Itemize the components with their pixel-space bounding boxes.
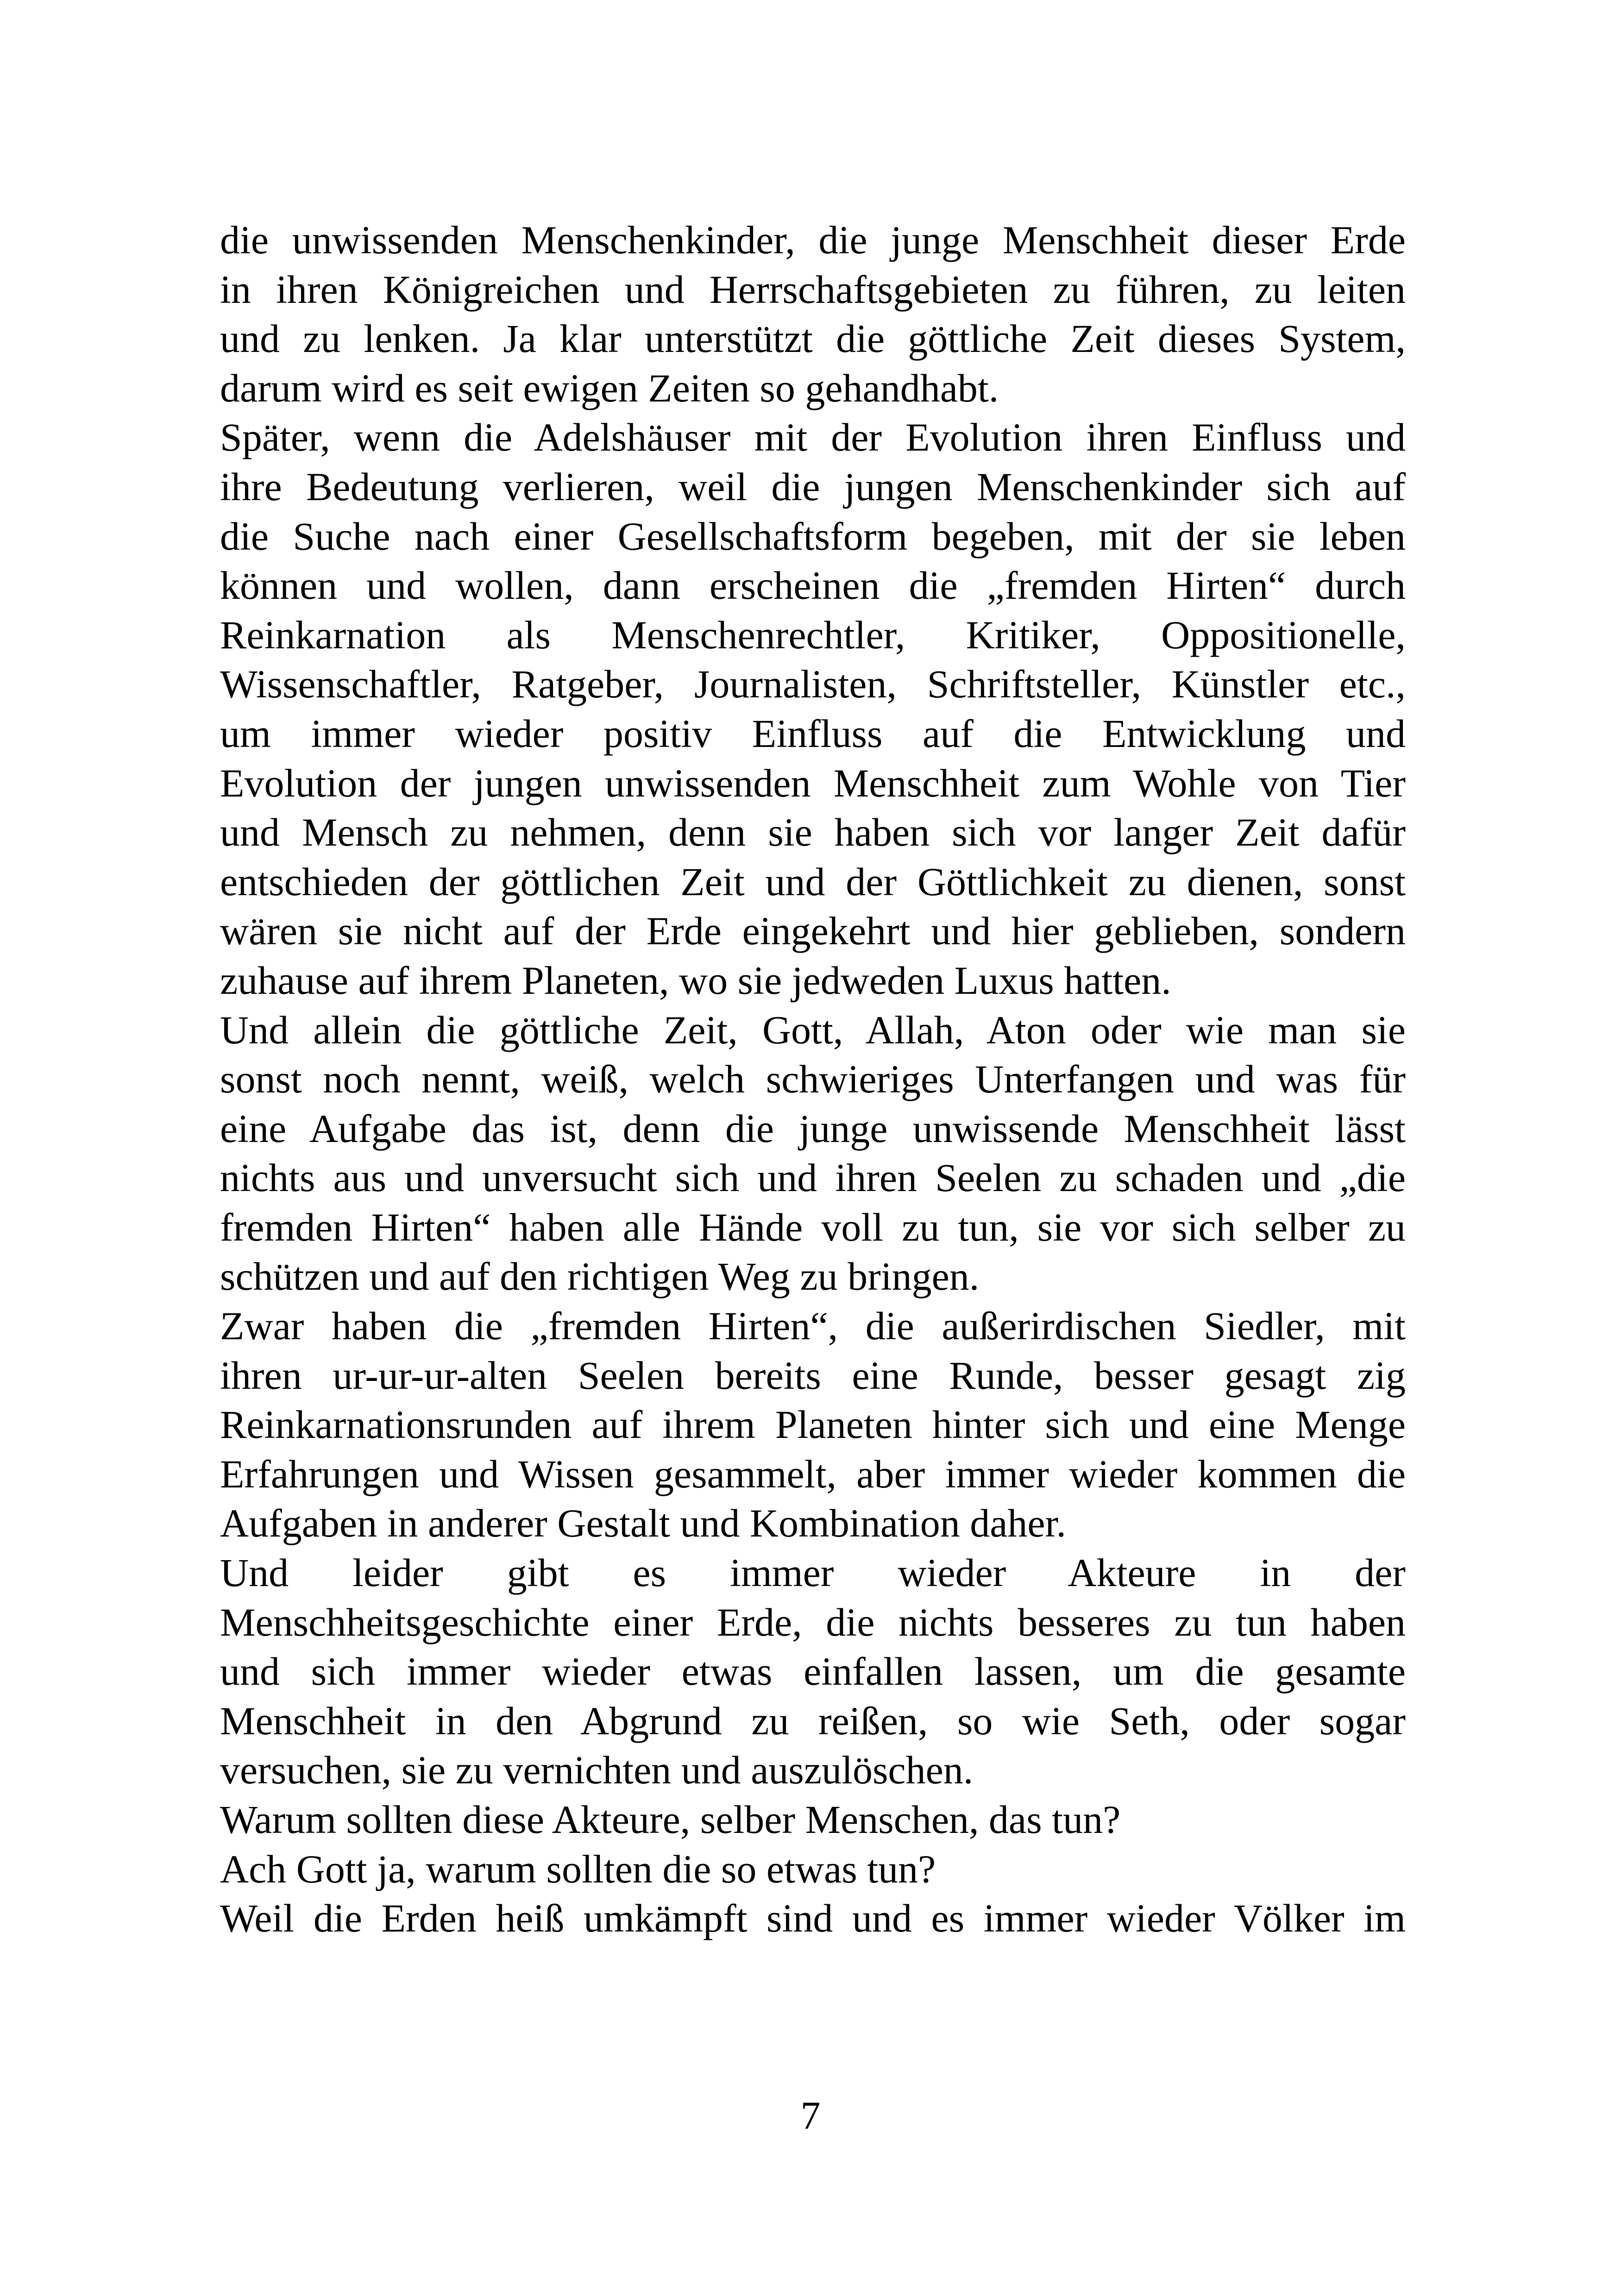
text-line-25: Reinkarnationsrunden auf ihrem Planeten hinter sich und eine Menge bbox=[220, 1402, 1406, 1447]
text-line-10: Wissenschaftler, Ratgeber, Journalisten, Schriftsteller, Künstler etc., bbox=[220, 662, 1406, 707]
text-line-5: Später, wenn die Adelshäuser mit der Evolution ihren Einfluss und bbox=[220, 415, 1406, 460]
text-line-14: entschieden der göttlichen Zeit und der Göttlichkeit zu dienen, sonst bbox=[220, 859, 1406, 904]
text-line-35: Weil die Erden heiß umkämpft sind und es immer wieder Völker im bbox=[220, 1896, 1406, 1941]
text-line-3: und zu lenken. Ja klar unterstützt die göttliche Zeit dieses System, bbox=[220, 316, 1406, 361]
text-line-12: Evolution der jungen unwissenden Menschheit zum Wohle von Tier bbox=[220, 760, 1406, 805]
text-line-27: Aufgaben in anderer Gestalt und Kombination daher. bbox=[220, 1501, 1066, 1546]
text-line-9: Reinkarnation als Menschenrechtler, Kritiker, Oppositionelle, bbox=[220, 612, 1406, 657]
text-line-34: Ach Gott ja, warum sollten die so etwas tun? bbox=[220, 1846, 936, 1891]
text-line-19: eine Aufgabe das ist, denn die junge unwissende Menschheit lässt bbox=[220, 1106, 1406, 1151]
text-line-17: Und allein die göttliche Zeit, Gott, Allah, Aton oder wie man sie bbox=[220, 1007, 1406, 1052]
text-line-2: in ihren Königreichen und Herrschaftsgebieten zu führen, zu leiten bbox=[220, 267, 1406, 312]
text-line-22: schützen und auf den richtigen Weg zu bringen. bbox=[220, 1254, 980, 1299]
text-line-6: ihre Bedeutung verlieren, weil die jungen Menschenkinder sich auf bbox=[220, 464, 1406, 509]
text-line-31: Menschheit in den Abgrund zu reißen, so wie Seth, oder sogar bbox=[220, 1698, 1406, 1743]
text-line-4: darum wird es seit ewigen Zeiten so gehandhabt. bbox=[220, 365, 999, 410]
text-line-11: um immer wieder positiv Einfluss auf die Entwicklung und bbox=[220, 711, 1406, 756]
page-number: 7 bbox=[800, 2093, 821, 2138]
text-line-1: die unwissenden Menschenkinder, die junge Menschheit dieser Erde bbox=[220, 218, 1406, 262]
text-line-33: Warum sollten diese Akteure, selber Menschen, das tun? bbox=[220, 1797, 1121, 1842]
text-line-24: ihren ur-ur-ur-alten Seelen bereits eine Runde, besser gesagt zig bbox=[220, 1353, 1406, 1398]
text-line-30: und sich immer wieder etwas einfallen lassen, um die gesamte bbox=[220, 1649, 1406, 1694]
text-line-23: Zwar haben die „fremden Hirten“, die außerirdischen Siedler, mit bbox=[220, 1304, 1406, 1349]
text-line-26: Erfahrungen und Wissen gesammelt, aber immer wieder kommen die bbox=[220, 1451, 1406, 1496]
body-text bbox=[220, 215, 1406, 1943]
text-line-29: Menschheitsgeschichte einer Erde, die nichts besseres zu tun haben bbox=[220, 1600, 1406, 1644]
text-line-20: nichts aus und unversucht sich und ihren Seelen zu schaden und „die bbox=[220, 1155, 1406, 1200]
text-line-15: wären sie nicht auf der Erde eingekehrt und hier geblieben, sondern bbox=[220, 909, 1406, 954]
text-line-18: sonst noch nennt, weiß, welch schwieriges Unterfangen und was für bbox=[220, 1057, 1406, 1102]
text-line-7: die Suche nach einer Gesellschaftsform begeben, mit der sie leben bbox=[220, 514, 1406, 558]
text-line-21: fremden Hirten“ haben alle Hände voll zu tun, sie vor sich selber zu bbox=[220, 1204, 1406, 1249]
text-line-28: Und leider gibt es immer wieder Akteure in der bbox=[220, 1550, 1406, 1595]
text-line-13: und Mensch zu nehmen, denn sie haben sich vor langer Zeit dafür bbox=[220, 810, 1406, 855]
text-line-16: zuhause auf ihrem Planeten, wo sie jedweden Luxus hatten. bbox=[220, 958, 1171, 1003]
text-line-8: können und wollen, dann erscheinen die „fremden Hirten“ durch bbox=[220, 563, 1406, 608]
text-line-32: versuchen, sie zu vernichten und auszulöschen. bbox=[220, 1748, 974, 1793]
